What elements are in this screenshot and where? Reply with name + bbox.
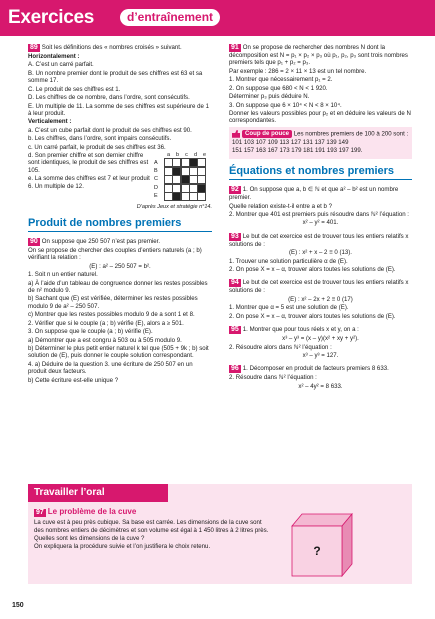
exercise-90: 90 On suppose que 250 507 n’est pas premier. On se propose de chercher des couples d’entiers naturels (a ; b) vérifiant la relation : (E) : a² – 250 507 = b². 1. Soit n un entier naturel. a) À l’aide d’un tableau de congruence donner les restes possibles de n² modulo 9. b) Sachant que (E) est vérifiée, déterminer les restes possibles modulo 9 de a² – 250 507. c) Montrer que les restes possibles modulo 9 de a sont 1 et 8. 2. Vérifier que si le couple (a ; b) vérifie (E), alors a ≥ 501. 3. On suppose que le couple (a ; b) vérifie (E). a) Démontrer que a est congru à 503 ou à 505 modulo 9. b) Déterminer le plus petit entier naturel k tel que (505 + 9k ; b) soit solution de (E), puis donner le couple solution correspondant. 4. a) Déduire de la question 3. une écriture de 250 507 en un produit deux facteurs. b) Cette écriture est-elle unique ? — [28, 237, 209, 384]
hint-box: Coup de pouce Les nombres premiers de 100 à 200 sont : 101 103 107 109 113 127 131 137 139 149 151 157 163 167 173 179 181 191 193 197 199. — [229, 127, 412, 159]
header-band — [0, 0, 435, 36]
exercise-number: 93 — [231, 232, 239, 240]
exercise-93: 93 Le but de cet exercice est de trouver tous les entiers relatifs x solutions de : (E) : x² + x – 2 ≡ 0 (13). 1. Trouver une solution particulière α de (E). 2. On pose X = x – α, trouver alors toutes les solutions de (E). — [229, 232, 409, 274]
section-title: Produit de nombres premiers — [28, 217, 212, 232]
exercise-number: 97 — [36, 509, 44, 517]
exercise-95: 95 1. Montrer que pour tous réels x et y, on a : x³ – y³ = (x – y)(x² + xy + y²). 2. Résoudre alors dans ℕ² l’équation : x³ – y³ = 127. — [229, 326, 359, 359]
crossword-grid: a b c d e A B C D E — [154, 152, 207, 200]
oral-box: Travailler l’oral 97 Le problème de la cuve La cuve est à peu près cubique. Sa base est carrée. Les dimensions de la cuve sont des nombres entiers de décimètres et son volume est égal à 1 450 litres à 2 litres près. Quelles sont les dimensions de la cuve ? On expliquera la procédure suivie et l’on justifiera le choix retenu. — [28, 484, 412, 584]
exercise-94: 94 Le but de cet exercice est de trouver tous les entiers relatifs x solutions de : (E) : x² – 2x + 2 ≡ 0 (17) 1. Montrer que α = 5 est une solution de (E). 2. On pose X = x – α, trouver alors toutes les solutions de (E). — [229, 279, 409, 320]
cube-question-mark: ? — [313, 544, 321, 558]
exercise-number: 96 — [231, 365, 239, 373]
right-column — [229, 44, 412, 396]
credit: D’après Jeux et stratégie n°14. — [136, 203, 212, 210]
exercise-number: 89 — [30, 44, 38, 51]
section-title: Équations et nombres premiers — [229, 165, 412, 180]
page-title: Exercices — [8, 7, 95, 28]
exercise-number: 94 — [231, 279, 239, 287]
thumbs-up-icon — [232, 130, 240, 138]
oral-header: Travailler l’oral — [28, 484, 168, 502]
left-column — [28, 44, 212, 390]
exercise-number: 95 — [231, 326, 239, 334]
exercise-96: 96 1. Décomposer en produit de facteurs premiers 8 633. 2. Résoudre dans ℕ² l’équation : x² – 4y² = 8 633. — [229, 365, 389, 390]
page-subtitle: d’entraînement — [120, 9, 220, 26]
exercise-number: 90 — [30, 237, 38, 245]
page-number: 150 — [12, 602, 24, 609]
exercise-92: 92 1. On suppose que a, b ∈ ℕ et que a² – b² est un nombre premier. Quelle relation existe-t-il entre a et b ? 2. Montrer que 401 est premiers puis résoudre dans ℕ² l’équation : x² – y² = 401. — [229, 186, 410, 227]
cube-illustration — [288, 510, 358, 580]
exercise-number: 92 — [231, 186, 239, 194]
exercise-89: 89 Soit les définitions des « nombres croisés » suivant. Horizontalement : A. C’est un carré parfait. B. Un nombre premier dont le produit de ses chiffres est 63 et sa somme 17. C. Le produit de ses chiffres est 1. D. Les chiffres de ce nombre, dans l’ordre, sont consécutifs. E. Un multiple de 11. La somme de ses chiffres est supérieure de 1 à leur produit. Verticalement : a. C’est un cube parfait dont le produit de ses chiffres est 90. b. Les chiffres, dans l’ordre, sont impairs consécutifs. c. Un carré parfait, le produit de ses chiffres est 36. d. Son premier chiffre et son dernier chiffre sont identiques, le produit de ses chiffres est 105. e. La somme des chiffres est 7 et leur produit 6. Un multiple de 12. a b c d e A B C D E D’après Jeux et stratégie n°14. — [28, 44, 212, 210]
exercise-number: 91 — [231, 44, 239, 51]
exercise-91: 91 On se propose de rechercher des nombres N dont la décomposition est N = p₁ × p₂ × p₃ où p₁, p₂, p₃ sont trois nombres premiers tels que p₁ + p₂ = p₃. Par exemple : 286 = 2 × 11 × 13 est un tel nombre. 1. Montrer que nécessairement p₁ = 2. 2. On suppose que 680 < N < 1 920. Déterminer p₃ puis déduire N. 3. On suppose que 6 × 10⁴ < N < 8 × 10⁴. Donner les valeurs possibles pour p₂ et en déduire les valeurs de N correspondantes. Coup de pouce Les nombres premiers de 100 à 200 sont : 101 103 107 109 113 127 131 137 139 149 151 157 163 167 173 179 181 191 193 197 199. — [229, 44, 412, 159]
